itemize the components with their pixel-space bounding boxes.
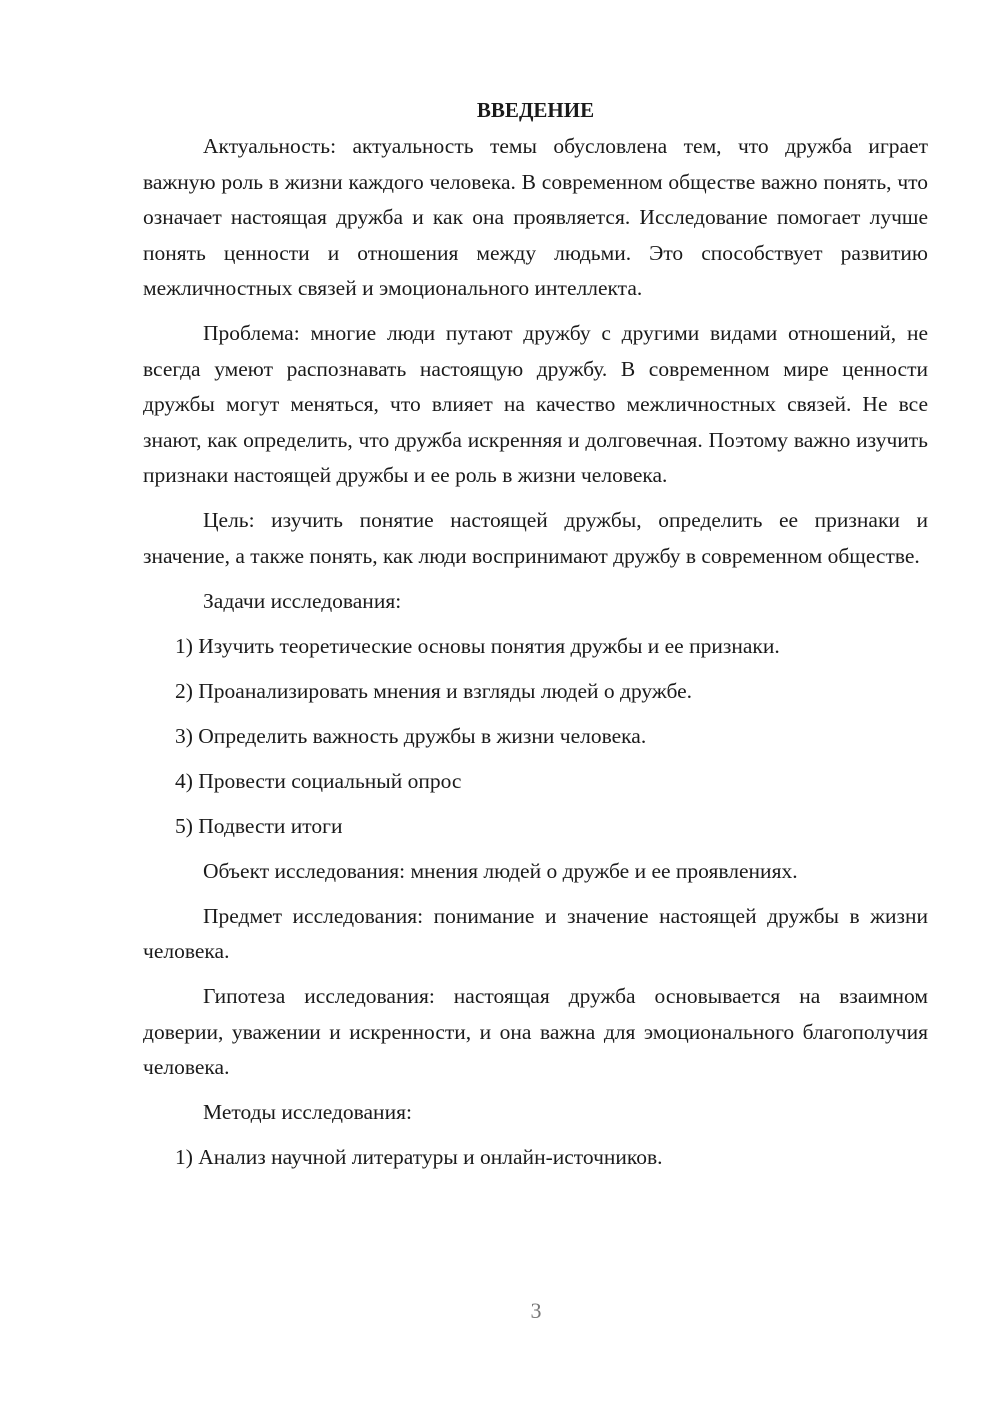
problem-paragraph: Проблема: многие люди путают дружбу с другими видами отношений, не всегда умеют распознавать настоящую дружбу. В современном мире ценности дружбы могут меняться, что влияет на качество межличностных связей. Не все знают, как определить, что дружба искренняя и долговечная. Поэтому важно изучить признаки настоящей дружбы и ее роль в жизни человека. (143, 321, 928, 487)
page-title: ВВЕДЕНИЕ (476, 98, 595, 122)
task-item-3: 3) Определить важность дружбы в жизни человека. (175, 723, 647, 748)
document-page (143, 95, 928, 1185)
object-paragraph: Объект исследования: мнения людей о дружбе и ее проявлениях. (203, 858, 798, 883)
goal-paragraph: Цель: изучить понятие настоящей дружбы, определить ее признаки и значение, а также понять, как люди воспринимают дружбу в современном обществе. (143, 508, 928, 568)
methods-heading: Методы исследования: (203, 1100, 412, 1124)
subject-paragraph: Предмет исследования: понимание и значение настоящей дружбы в жизни человека. (143, 903, 928, 963)
method-item-1: 1) Анализ научной литературы и онлайн-источников. (175, 1145, 663, 1169)
page-number: 3 (530, 1298, 542, 1323)
task-item-2: 2) Проанализировать мнения и взгляды людей о дружбе. (175, 678, 693, 703)
task-item-5: 5) Подвести итоги (175, 813, 343, 838)
relevance-paragraph: Актуальность: актуальность темы обусловлена тем, что дружба играет важную роль в жизни каждого человека. В современном обществе важно понять, что означает настоящая дружба и как она проявляется. Исследование помогает лучше понять ценности и отношения между людьми. Это способствует развитию межличностных связей и эмоционального интеллекта. (143, 134, 928, 300)
task-item-1: 1) Изучить теоретические основы понятия дружбы и ее признаки. (175, 633, 780, 658)
tasks-heading: Задачи исследования: (203, 588, 402, 613)
hypothesis-paragraph: Гипотеза исследования: настоящая дружба основывается на взаимном доверии, уважении и искренности, и она важна для эмоционального благополучия человека. (143, 984, 928, 1079)
task-item-4: 4) Провести социальный опрос (175, 768, 462, 793)
